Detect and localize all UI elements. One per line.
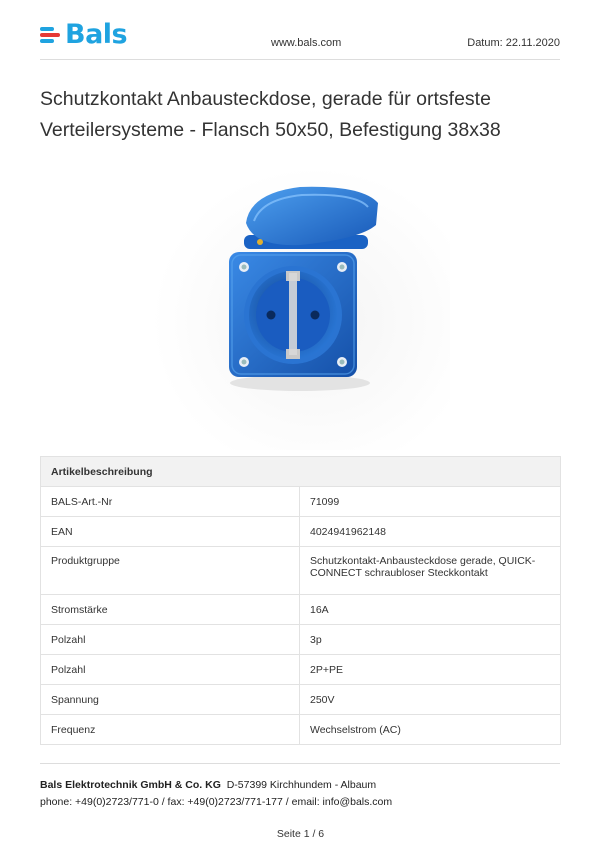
website-url[interactable]: www.bals.com (271, 37, 342, 49)
table-row (41, 685, 561, 715)
row-value-line-1: Schutzkontakt-Anbausteckdose gerade, QUICK- (310, 555, 536, 567)
bals-logo (40, 20, 127, 50)
table-row (41, 655, 561, 685)
table-row (41, 715, 561, 745)
header-divider (40, 59, 560, 60)
table-row (41, 547, 561, 595)
footer-contact: phone: +49(0)2723/771-0 / fax: +49(0)2723/771-177 / email: info@bals.com (40, 796, 393, 808)
row-value: Wechselstrom (AC) (300, 715, 561, 745)
table-row (41, 625, 561, 655)
page-number: Seite 1 / 6 (276, 828, 325, 840)
row-label: Polzahl (41, 655, 300, 685)
row-value: 250V (300, 685, 561, 715)
company-address: D-57399 Kirchhundem - Albaum (226, 779, 377, 791)
title-line-2: Verteilersysteme - Flansch 50x50, Befestigung 38x38 (40, 119, 501, 141)
bals-logo-mark-icon (40, 24, 62, 46)
row-label: Frequenz (41, 715, 300, 745)
row-label: Produktgruppe (41, 547, 300, 595)
title-line-1: Schutzkontakt Anbausteckdose, gerade für ortsfeste (40, 88, 491, 110)
footer-company (40, 779, 376, 791)
table-row (41, 517, 561, 547)
product-image (150, 165, 450, 450)
row-value: 71099 (300, 487, 561, 517)
page-title (40, 84, 560, 146)
row-label: EAN (41, 517, 300, 547)
row-label: Spannung (41, 685, 300, 715)
table-header-row (41, 457, 561, 487)
row-label: Stromstärke (41, 595, 300, 625)
table-header: Artikelbeschreibung (41, 457, 561, 487)
socket-outlet-icon (150, 165, 450, 450)
spec-table (40, 456, 561, 745)
row-value: 2P+PE (300, 655, 561, 685)
row-label: Polzahl (41, 625, 300, 655)
page-header (40, 20, 560, 60)
row-label: BALS-Art.-Nr (41, 487, 300, 517)
table-row (41, 595, 561, 625)
logo-text: Bals (65, 19, 128, 50)
row-value: 3p (300, 625, 561, 655)
row-value: 4024941962148 (300, 517, 561, 547)
document-date: Datum: 22.11.2020 (467, 37, 560, 49)
company-name: Bals Elektrotechnik GmbH & Co. KG (40, 779, 221, 791)
table-row (41, 487, 561, 517)
row-value (300, 547, 561, 595)
row-value-line-2: CONNECT schraubloser Steckkontakt (310, 567, 488, 579)
footer-divider (40, 763, 560, 764)
row-value: 16A (300, 595, 561, 625)
